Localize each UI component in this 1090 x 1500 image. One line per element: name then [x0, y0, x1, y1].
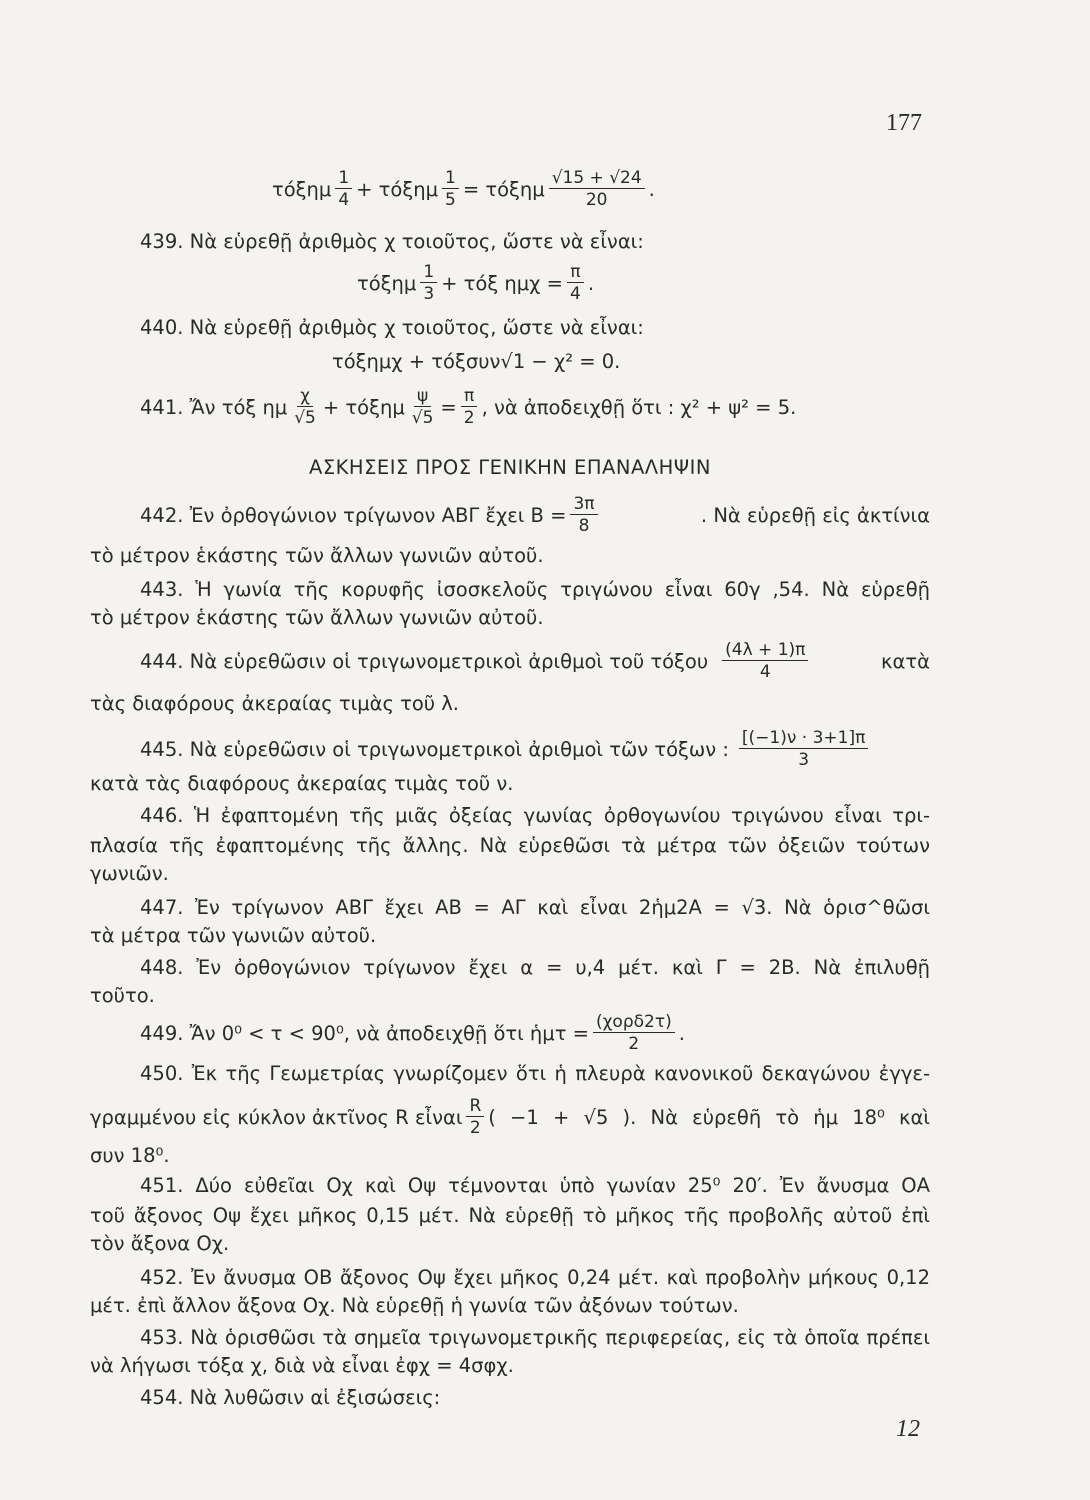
- fraction: $\frac{R}{2}$: [466, 1096, 484, 1139]
- exercise-447-line2: τὰ μέτρα τῶν γωνιῶν αὐτοῦ.: [90, 924, 377, 947]
- exercise-449: [140, 1012, 685, 1055]
- exercise-453-line2: νὰ λήγωσι τόξα χ, διὰ νὰ εἶναι ἐφχ = 4σφχ.: [90, 1354, 514, 1377]
- fraction: $\frac{\psi}{√5}$: [411, 386, 434, 428]
- eq-text: τόξημ: [272, 178, 332, 201]
- eq-text: γραμμένου εἰς κύκλον ἀκτῖνος R εἶναι: [90, 1106, 463, 1129]
- eq-text: κατὰ: [881, 650, 930, 673]
- fraction: $\frac{1}{5}$: [442, 168, 459, 211]
- exercise-444-line2: τὰς διαφόρους ἀκεραίας τιμὰς τοῦ λ.: [90, 692, 459, 715]
- eq-text: 444. Νὰ εὑρεθῶσιν οἱ τριγωνομετρικοὶ ἀριθμοὶ τοῦ τόξου: [140, 650, 709, 673]
- footer-page-number: 12: [896, 1416, 920, 1442]
- fraction: $\frac{\text{(χορδ2τ)}}{2}$: [593, 1012, 675, 1055]
- fraction: $\frac{1}{3}$: [420, 262, 437, 305]
- exercise-450-line3: συν 18⁰.: [90, 1144, 170, 1167]
- exercise-448-line2: τοῦτο.: [90, 984, 155, 1007]
- fraction: $\frac{1}{4}$: [335, 168, 352, 211]
- eq-text: . Νὰ εὑρεθῇ εἰς ἀκτίνια: [700, 504, 930, 527]
- exercise-450: 450. Ἐκ τῆς Γεωμετρίας γνωρίζομεν ὅτι ἡ πλευρὰ κανονικοῦ δεκαγώνου ἐγγε-: [140, 1062, 930, 1085]
- exercise-451-line3: τὸν ἄξονα Οχ.: [90, 1232, 230, 1255]
- exercise-443: 443. Ἡ γωνία τῆς κορυφῆς ἰσοσκελοῦς τριγώνου εἶναι 60γ ,54. Νὰ εὑρεθῇ: [140, 578, 930, 601]
- fraction: $\frac{\chi}{√5}$: [294, 386, 316, 428]
- exercise-445-line2: κατὰ τὰς διαφόρους ἀκεραίας τιμὰς τοῦ ν.: [90, 772, 514, 795]
- eq-text: , νὰ ἀποδειχθῇ ὅτι : χ² + ψ² = 5.: [481, 396, 797, 419]
- exercise-450-line2: [90, 1096, 930, 1139]
- exercise-443-line2: τὸ μέτρον ἑκάστης τῶν ἄλλων γωνιῶν αὐτοῦ.: [90, 606, 544, 629]
- page-number: 177: [886, 110, 922, 136]
- eq-text: 449. Ἄν 0⁰ < τ < 90⁰, νὰ ἀποδειχθῇ ὅτι ἡμτ =: [140, 1022, 589, 1045]
- fraction: $\frac{\pi}{2}$: [461, 386, 478, 429]
- exercise-440: 440. Νὰ εὑρεθῇ ἀριθμὸς χ τοιοῦτος, ὥστε νὰ εἶναι:: [140, 316, 644, 339]
- eq-text: =: [440, 396, 457, 419]
- eq-text: 442. Ἐν ὀρθογώνιον τρίγωνον ΑΒΓ ἔχει Β =: [140, 504, 567, 527]
- eq-text: + τόξ ημχ =: [441, 272, 563, 295]
- exercise-442: [140, 494, 930, 537]
- exercise-442-line2: τὸ μέτρον ἑκάστης τῶν ἄλλων γωνιῶν αὐτοῦ.: [90, 544, 544, 567]
- exercise-452: 452. Ἐν ἄνυσμα ΟΒ ἄξονος Οψ ἔχει μῆκος 0,24 μέτ. καὶ προβολὴν μήκους 0,12: [140, 1266, 930, 1289]
- fraction: $\frac{\pi}{4}$: [567, 262, 584, 305]
- exercise-441: [140, 386, 796, 429]
- exercise-448: 448. Ἐν ὀρθογώνιον τρίγωνον ἔχει α = υ,4 μέτ. καὶ Γ = 2Β. Νὰ ἐπιλυθῇ: [140, 956, 930, 979]
- equation-440: τόξημχ + τόξσυν√1 − χ² = 0.: [332, 350, 621, 373]
- exercise-444: [140, 640, 930, 683]
- eq-text: ( −1 + √5 ). Νὰ εὑρεθῆ τὸ ἡμ 18⁰ καὶ: [488, 1106, 930, 1129]
- exercise-439: 439. Νὰ εὑρεθῇ ἀριθμὸς χ τοιοῦτος, ὥστε νὰ εἶναι:: [140, 230, 644, 253]
- exercise-451-line2: τοῦ ἄξονος Οψ ἔχει μῆκος 0,15 μέτ. Νὰ εὑρεθῇ τὸ μῆκος τῆς προβολῆς αὐτοῦ ἐπὶ: [90, 1204, 930, 1227]
- exercise-451: 451. Δύο εὐθεῖαι Οχ καὶ Οψ τέμνονται ὑπὸ γωνίαν 25⁰ 20′. Ἐν ἄνυσμα ΟΑ: [140, 1174, 930, 1197]
- eq-text: .: [678, 1022, 685, 1045]
- eq-text: 441. Ἄν τόξ ημ: [140, 396, 288, 419]
- fraction: $\frac{[(-1)\nu \cdot 3+1]\pi}{3}$: [739, 728, 868, 771]
- exercise-446-line2: πλασία τῆς ἐφαπτομένης τῆς ἄλλης. Νὰ εὑρεθῶσι τὰ μέτρα τῶν ὀξειῶν τούτων: [90, 834, 930, 857]
- exercise-452-line2: μέτ. ἐπὶ ἄλλον ἄξονα Οχ. Νὰ εὑρεθῇ ἡ γωνία τῶν ἀξόνων τούτων.: [90, 1294, 739, 1317]
- equation-438: [272, 168, 655, 211]
- fraction: $\frac{3\pi}{8}$: [570, 494, 597, 537]
- exercise-445: [140, 728, 872, 771]
- eq-text: .: [648, 178, 655, 201]
- section-heading: ΑΣΚΗΣΕΙΣ ΠΡΟΣ ΓΕΝΙΚΗΝ ΕΠΑΝΑΛΗΨΙΝ: [308, 456, 711, 479]
- fraction: $\frac{√15 + √24}{20}$: [549, 168, 645, 211]
- eq-text: + τόξημ: [356, 178, 438, 201]
- eq-text: + τόξημ: [322, 396, 405, 419]
- exercise-446: 446. Ἡ ἐφαπτομένη τῆς μιᾶς ὀξείας γωνίας ὀρθογωνίου τριγώνου εἶναι τρι-: [140, 804, 930, 827]
- eq-text: τόξημ: [357, 272, 417, 295]
- eq-text: = τόξημ: [462, 178, 545, 201]
- eq-text: .: [587, 272, 595, 295]
- exercise-447: 447. Ἐν τρίγωνον ΑΒΓ ἔχει ΑΒ = ΑΓ καὶ εἶναι 2ἡμ2Α = √3. Νὰ ὁρισ^θῶσι: [140, 896, 930, 919]
- exercise-446-line3: γωνιῶν.: [90, 862, 169, 885]
- equation-439: [357, 262, 594, 305]
- eq-text: 445. Νὰ εὑρεθῶσιν οἱ τριγωνομετρικοὶ ἀριθμοὶ τῶν τόξων :: [140, 738, 729, 761]
- exercise-454: 454. Νὰ λυθῶσιν αἱ ἐξισώσεις:: [140, 1386, 441, 1409]
- fraction: $\frac{(4\lambda + 1)\pi}{4}$: [722, 640, 808, 683]
- exercise-453: 453. Νὰ ὁρισθῶσι τὰ σημεῖα τριγωνομετρικῆς περιφερείας, εἰς τὰ ὁποῖα πρέπει: [140, 1326, 930, 1349]
